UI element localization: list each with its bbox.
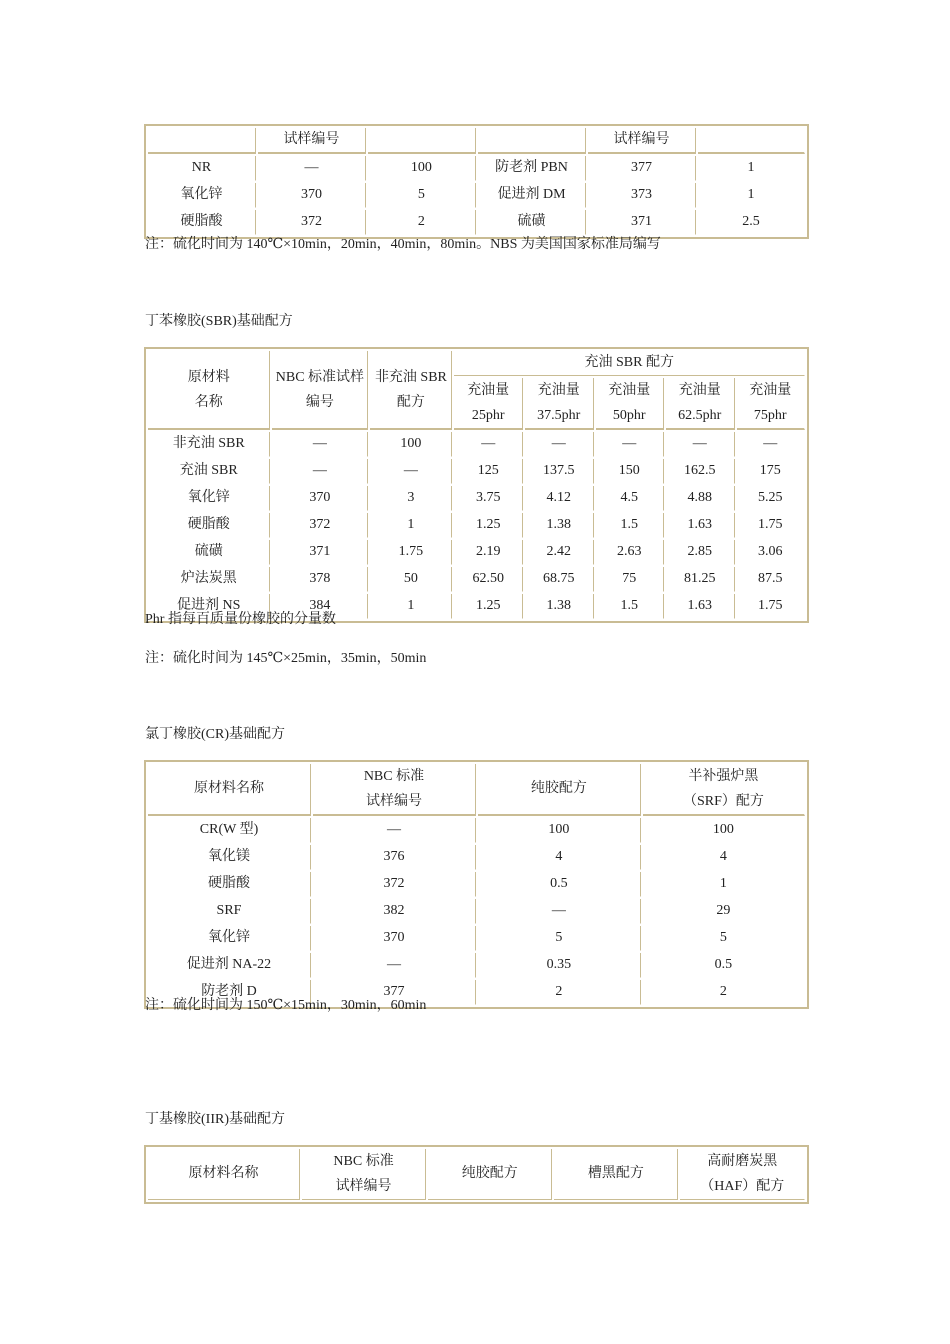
header-oil-75 bbox=[737, 378, 805, 430]
cell: 氧化镁 bbox=[148, 845, 311, 870]
cell: 100 bbox=[712, 822, 734, 837]
cell: 充油 SBR bbox=[148, 459, 270, 484]
cell: 75 bbox=[596, 567, 664, 592]
header-pure: 纯胶配方 bbox=[478, 764, 641, 816]
cell: 促进剂 NS bbox=[148, 594, 270, 619]
cell: 防老剂 D bbox=[148, 980, 311, 1005]
cell: 2.85 bbox=[666, 540, 735, 565]
cell: 氧化锌 bbox=[148, 926, 311, 951]
cell: — bbox=[763, 436, 778, 451]
sbr-heading: 丁苯橡胶(SBR)基础配方 bbox=[145, 314, 293, 329]
header-material: 原材料名称 bbox=[148, 1149, 300, 1200]
cell: 371 bbox=[272, 540, 368, 565]
cell: 1.38 bbox=[525, 513, 594, 538]
cell: 373 bbox=[588, 183, 696, 208]
cell: — bbox=[478, 899, 641, 924]
header-nbc bbox=[302, 1149, 426, 1200]
cell: 硫磺 bbox=[478, 210, 586, 235]
cell: 150 bbox=[596, 459, 664, 484]
table-row bbox=[148, 459, 805, 484]
cell: 氧化锌 bbox=[148, 183, 256, 208]
cell: 4 bbox=[478, 845, 641, 870]
header-material bbox=[148, 351, 270, 430]
cell: 370 bbox=[258, 183, 366, 208]
header-nbc bbox=[313, 764, 476, 816]
header-channel: 槽黑配方 bbox=[554, 1149, 678, 1200]
cell: 378 bbox=[272, 567, 368, 592]
cell: 非充油 SBR bbox=[148, 432, 270, 457]
header-cell bbox=[478, 128, 586, 154]
header-haf bbox=[680, 1149, 805, 1200]
cell: 1.5 bbox=[596, 513, 664, 538]
table-header-row bbox=[148, 1149, 805, 1200]
header-label: 充油量 bbox=[749, 383, 792, 398]
cell: — bbox=[370, 459, 452, 484]
cell: 0.35 bbox=[478, 953, 641, 978]
table-row bbox=[148, 845, 805, 870]
cell: 100 bbox=[370, 432, 452, 457]
header-label: NBC 标准 bbox=[363, 769, 425, 784]
header-cell: 试样编号 bbox=[588, 128, 696, 154]
header-label: NBC 标准 bbox=[333, 1154, 394, 1169]
cell: 硬脂酸 bbox=[148, 872, 311, 897]
cell: 2 bbox=[368, 210, 476, 235]
header-oil-62-5 bbox=[666, 378, 735, 430]
cell: 1.75 bbox=[758, 517, 783, 532]
cell: 100 bbox=[478, 818, 641, 843]
cell: 1.25 bbox=[454, 594, 522, 619]
header-label: 试样编号 bbox=[365, 794, 422, 809]
cell: 62.50 bbox=[454, 567, 522, 592]
cell: 162.5 bbox=[666, 459, 735, 484]
header-nonoil bbox=[370, 351, 452, 430]
cell: 50 bbox=[370, 567, 452, 592]
table-row bbox=[148, 210, 805, 235]
cell: 5 bbox=[368, 183, 476, 208]
cell: 1.63 bbox=[666, 594, 735, 619]
cell: 29 bbox=[716, 903, 731, 918]
cell: 氧化锌 bbox=[148, 486, 270, 511]
cell: — bbox=[666, 432, 735, 457]
header-label: 25phr bbox=[471, 408, 505, 423]
cell: 377 bbox=[588, 156, 696, 181]
table-header-row bbox=[148, 351, 805, 376]
cell: 3.75 bbox=[454, 486, 522, 511]
header-pure: 纯胶配方 bbox=[428, 1149, 552, 1200]
cell: 137.5 bbox=[525, 459, 594, 484]
cell: 382 bbox=[313, 899, 476, 924]
cell: 68.75 bbox=[525, 567, 594, 592]
header-label: 37.5phr bbox=[537, 408, 581, 423]
cell: 87.5 bbox=[758, 571, 783, 586]
table-header-row bbox=[148, 764, 805, 816]
sbr-formula-table bbox=[144, 347, 809, 623]
cell: CR(W 型) bbox=[148, 818, 311, 843]
cell: 372 bbox=[258, 210, 366, 235]
table-row bbox=[148, 156, 805, 181]
iir-heading: 丁基橡胶(IIR)基础配方 bbox=[145, 1112, 285, 1127]
cell: 2.42 bbox=[525, 540, 594, 565]
cell: 1.63 bbox=[666, 513, 735, 538]
cell: 1.25 bbox=[454, 513, 522, 538]
sbr-note: 注：硫化时间为 145℃×25min，35min，50min bbox=[145, 651, 427, 666]
header-material: 原材料名称 bbox=[148, 764, 311, 816]
cell: — bbox=[313, 953, 476, 978]
cell: 促进剂 NA-22 bbox=[148, 953, 311, 978]
cell: 硬脂酸 bbox=[148, 513, 270, 538]
cell: 371 bbox=[588, 210, 696, 235]
cell: 81.25 bbox=[666, 567, 735, 592]
iir-formula-table bbox=[144, 1145, 809, 1204]
cell: 1 bbox=[719, 876, 727, 891]
cell: 硬脂酸 bbox=[148, 210, 256, 235]
cell: 372 bbox=[313, 872, 476, 897]
cell: 2.5 bbox=[742, 214, 760, 229]
cell: 5 bbox=[719, 930, 727, 945]
cell: 4 bbox=[719, 849, 727, 864]
cell: 370 bbox=[272, 486, 368, 511]
cell: 炉法炭黑 bbox=[148, 567, 270, 592]
cell: 175 bbox=[759, 463, 781, 478]
table-row bbox=[148, 926, 805, 951]
header-oil: 充油 SBR 配方 bbox=[454, 351, 805, 376]
cell: 1.75 bbox=[758, 598, 783, 613]
cell: 防老剂 PBN bbox=[478, 156, 586, 181]
cell: — bbox=[272, 459, 368, 484]
cell: 370 bbox=[313, 926, 476, 951]
cell: 1.5 bbox=[596, 594, 664, 619]
header-cell bbox=[148, 128, 256, 154]
cell: — bbox=[525, 432, 594, 457]
header-label: 编号 bbox=[305, 394, 334, 410]
header-label: 充油量 bbox=[608, 383, 651, 398]
cell: 1.38 bbox=[525, 594, 594, 619]
header-label: 高耐磨炭黑 bbox=[707, 1154, 778, 1169]
cell: 4.5 bbox=[596, 486, 664, 511]
cell: 1 bbox=[747, 160, 755, 175]
cell: 384 bbox=[272, 594, 368, 619]
table-header-row bbox=[148, 128, 805, 154]
cell: 125 bbox=[454, 459, 522, 484]
table-row bbox=[148, 183, 805, 208]
table-row bbox=[148, 513, 805, 538]
header-label: 原材料 bbox=[187, 369, 230, 385]
header-oil-50 bbox=[596, 378, 664, 430]
table-row bbox=[148, 953, 805, 978]
header-srf bbox=[643, 764, 805, 816]
cr-heading: 氯丁橡胶(CR)基础配方 bbox=[145, 727, 285, 742]
cell: 377 bbox=[313, 980, 476, 1005]
header-label: 配方 bbox=[396, 394, 425, 410]
cell: 2.63 bbox=[596, 540, 664, 565]
table-row bbox=[148, 818, 805, 843]
header-label: 62.5phr bbox=[678, 408, 722, 423]
header-label: 充油量 bbox=[537, 383, 580, 398]
table-row bbox=[148, 567, 805, 592]
phr-note: Phr 指每百质量份橡胶的分量数 bbox=[145, 612, 336, 627]
cell: 1 bbox=[370, 594, 452, 619]
table1-note: 注：硫化时间为 140℃×10min，20min，40min，80min。NBS 为美国国家标准局编写 bbox=[145, 237, 661, 252]
table-row bbox=[148, 899, 805, 924]
header-label: （HAF）配方 bbox=[700, 1179, 785, 1194]
cell: NR bbox=[148, 156, 256, 181]
header-nbc bbox=[272, 351, 368, 430]
cell: 1 bbox=[747, 187, 755, 202]
cr-formula-table bbox=[144, 760, 809, 1009]
cell: 2.19 bbox=[454, 540, 522, 565]
cr-note: 注：硫化时间为 150℃×15min，30min，60min bbox=[145, 998, 427, 1013]
header-label: NBC 标准试样 bbox=[275, 369, 365, 385]
header-label: 充油量 bbox=[467, 383, 510, 398]
cell: 3.06 bbox=[758, 544, 783, 559]
cell: — bbox=[258, 156, 366, 181]
cell: 376 bbox=[313, 845, 476, 870]
cell: — bbox=[454, 432, 522, 457]
cell: 2 bbox=[719, 984, 727, 999]
cell: 2 bbox=[478, 980, 641, 1005]
cell: — bbox=[313, 818, 476, 843]
table-row bbox=[148, 872, 805, 897]
cell: 372 bbox=[272, 513, 368, 538]
cell: 5.25 bbox=[758, 490, 783, 505]
header-oil-37-5 bbox=[525, 378, 594, 430]
cell: 1.75 bbox=[370, 540, 452, 565]
header-label: （SRF）配方 bbox=[682, 794, 764, 809]
header-label: 半补强炉黑 bbox=[688, 769, 759, 784]
header-cell bbox=[698, 128, 805, 154]
header-label: 试样编号 bbox=[335, 1179, 392, 1194]
cell: — bbox=[272, 432, 368, 457]
cell: 4.12 bbox=[525, 486, 594, 511]
header-cell: 试样编号 bbox=[258, 128, 366, 154]
cell: 硫磺 bbox=[148, 540, 270, 565]
cell: 促进剂 DM bbox=[478, 183, 586, 208]
table-row bbox=[148, 432, 805, 457]
cell: — bbox=[596, 432, 664, 457]
cell: 100 bbox=[368, 156, 476, 181]
header-label: 名称 bbox=[194, 394, 223, 410]
header-label: 50phr bbox=[612, 408, 646, 423]
cell: 3 bbox=[370, 486, 452, 511]
table-row bbox=[148, 540, 805, 565]
cell: 0.5 bbox=[714, 957, 733, 972]
cell: 4.88 bbox=[666, 486, 735, 511]
cell: 5 bbox=[478, 926, 641, 951]
header-label: 充油量 bbox=[678, 383, 721, 398]
cell: SRF bbox=[148, 899, 311, 924]
header-label: 75phr bbox=[753, 408, 787, 423]
header-label: 非充油 SBR bbox=[374, 369, 447, 385]
base-formula-table bbox=[144, 124, 809, 239]
header-cell bbox=[368, 128, 476, 154]
cell: 1 bbox=[370, 513, 452, 538]
header-oil-25 bbox=[454, 378, 522, 430]
cell: 0.5 bbox=[478, 872, 641, 897]
table-row bbox=[148, 486, 805, 511]
